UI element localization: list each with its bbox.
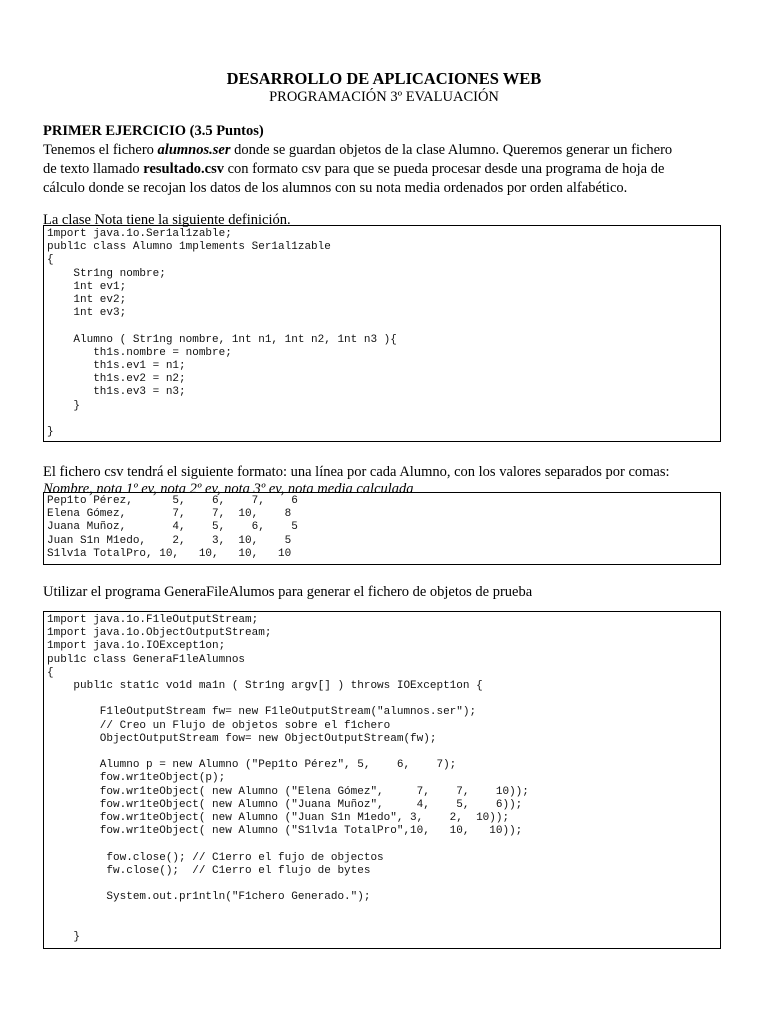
- code-line: publ1c class Alumno 1mplements Ser1al1zable: [47, 241, 331, 254]
- code-line: F1leOutputStream fw= new F1leOutputStream("alumnos.ser");: [47, 706, 477, 719]
- intro-line-3: cálculo donde se recojan los datos de los alumnos con su nota media ordenados por orden alfabético.: [43, 180, 628, 196]
- code-line: publ1c class GeneraF1leAlumnos: [47, 653, 246, 666]
- code-line: publ1c stat1c vo1d ma1n ( Str1ng argv[] ) throws IOExcept1on {: [47, 680, 483, 693]
- code-line: ObjectOutputStream fow= new ObjectOutputStream(fw);: [47, 732, 437, 745]
- code-line: Alumno ( Str1ng nombre, 1nt n1, 1nt n2, 1nt n3 ){: [47, 333, 397, 346]
- code-line: 1mport java.1o.IOExcept1on;: [47, 640, 226, 653]
- intro-line-2: [43, 160, 733, 179]
- code-line: 1nt ev2;: [47, 294, 127, 307]
- code-line: fow.wr1teObject( new Alumno ("Juan S1n M1edo", 3, 2, 10));: [47, 812, 510, 825]
- code-line: Str1ng nombre;: [47, 267, 166, 280]
- csv-intro: El fichero csv tendrá el siguiente formato: una línea por cada Alumno, con los valores separados por comas:: [43, 464, 670, 480]
- code-line: }: [47, 399, 81, 412]
- intro-text-3: de texto llamado: [43, 161, 144, 177]
- code-line: }: [47, 930, 81, 943]
- document-subtitle: PROGRAMACIÓN 3º EVALUACIÓN: [269, 89, 499, 105]
- csv-row: S1lv1a TotalPro, 10, 10, 10, 10: [47, 547, 292, 560]
- code-line: fow.wr1teObject( new Alumno ("Elena Gómez", 7, 7, 10));: [47, 785, 529, 798]
- code-line: // Creo un Flujo de objetos sobre el f1chero: [47, 719, 391, 732]
- class-code-box: [43, 225, 721, 442]
- code-line: th1s.ev1 = n1;: [47, 360, 186, 373]
- code-line: fow.wr1teObject( new Alumno ("S1lv1a TotalPro",10, 10, 10));: [47, 825, 523, 838]
- csv-example-block: [47, 495, 720, 561]
- generator-code-box: [43, 611, 721, 949]
- code-line: System.out.pr1ntln("F1chero Generado.");: [47, 891, 371, 904]
- intro-file-name-2: resultado.csv: [143, 161, 224, 177]
- code-line: {: [47, 666, 54, 679]
- document-title: DESARROLLO DE APLICACIONES WEB: [226, 69, 542, 88]
- exercise-heading: PRIMER EJERCICIO (3.5 Puntos): [43, 123, 264, 139]
- intro-text-4: con formato csv para que se pueda procesar desde una programa de hoja de: [223, 161, 665, 177]
- csv-row: Elena Gómez, 7, 7, 10, 8: [47, 508, 292, 521]
- generator-intro: Utilizar el programa GeneraFileAlumos para generar el fichero de objetos de prueba: [43, 584, 533, 600]
- code-line: 1nt ev3;: [47, 307, 127, 320]
- code-line: fow.wr1teObject(p);: [47, 772, 226, 785]
- code-line: th1s.nombre = nombre;: [47, 346, 232, 359]
- csv-row: Pep1to Pérez, 5, 6, 7, 6: [47, 495, 298, 507]
- code-line: 1mport java.1o.Ser1al1zable;: [47, 228, 232, 240]
- code-line: fow.close(); // C1erro el fujo de objectos: [47, 851, 384, 864]
- intro-file-name-1: alumnos.ser: [157, 142, 231, 158]
- generator-code-block: [47, 614, 720, 944]
- code-line: Alumno p = new Alumno ("Pep1to Pérez", 5, 6, 7);: [47, 759, 457, 772]
- code-line: fow.wr1teObject( new Alumno ("Juana Muñoz", 4, 5, 6));: [47, 798, 523, 811]
- csv-fields: Nombre, nota 1º ev, nota 2º ev, nota 3º ev, nota media calculada: [43, 481, 414, 497]
- code-line: {: [47, 254, 54, 267]
- intro-line-1: [43, 141, 733, 160]
- code-line: 1mport java.1o.ObjectOutputStream;: [47, 627, 272, 640]
- code-line: th1s.ev3 = n3;: [47, 386, 186, 399]
- csv-example-box: [43, 492, 721, 565]
- intro-text-2: donde se guardan objetos de la clase Alumno. Queremos generar un fichero: [230, 142, 673, 158]
- code-line: 1nt ev1;: [47, 280, 127, 293]
- csv-row: Juana Muñoz, 4, 5, 6, 5: [47, 521, 298, 534]
- intro-text-1: Tenemos el fichero: [43, 142, 158, 158]
- code-line: fw.close(); // C1erro el flujo de bytes: [47, 864, 371, 877]
- csv-row: Juan S1n M1edo, 2, 3, 10, 5: [47, 534, 292, 547]
- class-code-block: [47, 228, 720, 439]
- code-line: th1s.ev2 = n2;: [47, 373, 186, 386]
- class-intro: La clase Nota tiene la siguiente definición.: [43, 212, 291, 228]
- code-line: 1mport java.1o.F1leOutputStream;: [47, 614, 259, 626]
- code-line: }: [47, 426, 54, 439]
